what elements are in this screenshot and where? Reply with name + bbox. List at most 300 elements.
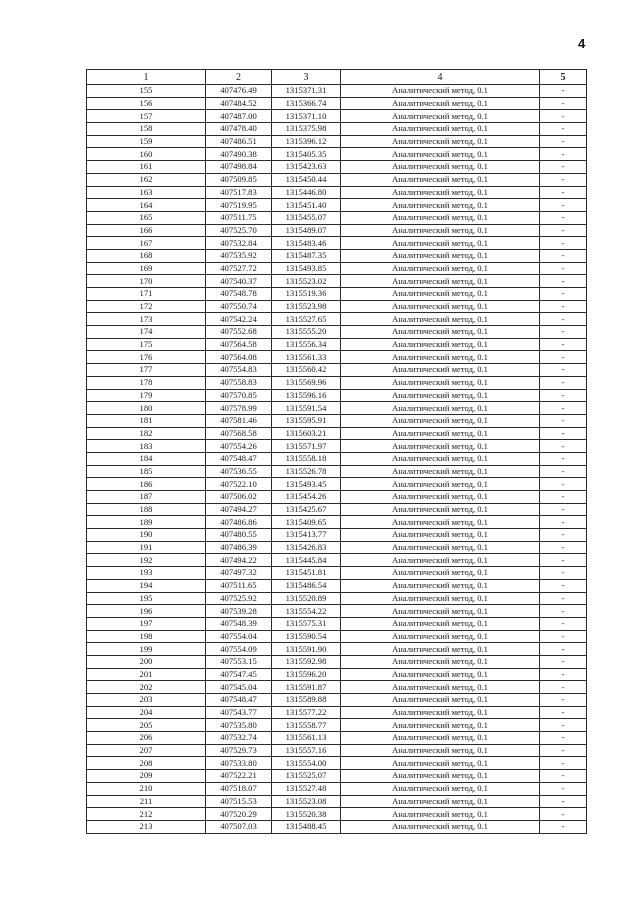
x-coordinate-cell: 407522.10	[206, 478, 272, 491]
point-number-cell: 158	[87, 123, 206, 136]
y-coordinate-cell: 1315595.91	[272, 414, 341, 427]
y-coordinate-cell: 1315592.98	[272, 655, 341, 668]
notes-cell: -	[540, 452, 587, 465]
y-coordinate-cell: 1315526.78	[272, 465, 341, 478]
x-coordinate-cell: 407554.83	[206, 364, 272, 377]
notes-cell: -	[540, 643, 587, 656]
x-coordinate-cell: 407532.74	[206, 732, 272, 745]
table-row	[87, 326, 587, 339]
table-row	[87, 148, 587, 161]
table-row	[87, 186, 587, 199]
method-cell: Аналитический метод, 0.1	[341, 808, 540, 821]
method-cell: Аналитический метод, 0.1	[341, 186, 540, 199]
x-coordinate-cell: 407578.99	[206, 402, 272, 415]
x-coordinate-cell: 407553.15	[206, 655, 272, 668]
point-number-cell: 180	[87, 402, 206, 415]
notes-cell: -	[540, 744, 587, 757]
point-number-cell: 170	[87, 275, 206, 288]
x-coordinate-cell: 407532.84	[206, 237, 272, 250]
table-row	[87, 516, 587, 529]
point-number-cell: 174	[87, 326, 206, 339]
method-cell: Аналитический метод, 0.1	[341, 351, 540, 364]
notes-cell: -	[540, 465, 587, 478]
point-number-cell: 194	[87, 579, 206, 592]
x-coordinate-cell: 407548.78	[206, 288, 272, 301]
column-header-notes: 5	[540, 70, 587, 85]
table-row	[87, 173, 587, 186]
y-coordinate-cell: 1315446.80	[272, 186, 341, 199]
table-row	[87, 313, 587, 326]
x-coordinate-cell: 407554.04	[206, 630, 272, 643]
y-coordinate-cell: 1315375.98	[272, 123, 341, 136]
method-cell: Аналитический метод, 0.1	[341, 338, 540, 351]
y-coordinate-cell: 1315450.44	[272, 173, 341, 186]
table-row	[87, 795, 587, 808]
method-cell: Аналитический метод, 0.1	[341, 757, 540, 770]
method-cell: Аналитический метод, 0.1	[341, 706, 540, 719]
x-coordinate-cell: 407506.02	[206, 491, 272, 504]
x-coordinate-cell: 407525.92	[206, 592, 272, 605]
y-coordinate-cell: 1315575.31	[272, 617, 341, 630]
table-row	[87, 782, 587, 795]
notes-cell: -	[540, 275, 587, 288]
y-coordinate-cell: 1315488.45	[272, 820, 341, 833]
y-coordinate-cell: 1315425.67	[272, 503, 341, 516]
y-coordinate-cell: 1315520.38	[272, 808, 341, 821]
notes-cell: -	[540, 491, 587, 504]
method-cell: Аналитический метод, 0.1	[341, 478, 540, 491]
table-row	[87, 224, 587, 237]
table-row	[87, 135, 587, 148]
x-coordinate-cell: 407517.83	[206, 186, 272, 199]
point-number-cell: 161	[87, 161, 206, 174]
x-coordinate-cell: 407581.46	[206, 414, 272, 427]
notes-cell: -	[540, 199, 587, 212]
x-coordinate-cell: 407511.65	[206, 579, 272, 592]
method-cell: Аналитический метод, 0.1	[341, 262, 540, 275]
table-row	[87, 820, 587, 833]
notes-cell: -	[540, 427, 587, 440]
table-row	[87, 262, 587, 275]
method-cell: Аналитический метод, 0.1	[341, 605, 540, 618]
method-cell: Аналитический метод, 0.1	[341, 237, 540, 250]
point-number-cell: 208	[87, 757, 206, 770]
y-coordinate-cell: 1315445.84	[272, 554, 341, 567]
y-coordinate-cell: 1315493.45	[272, 478, 341, 491]
table-row	[87, 389, 587, 402]
y-coordinate-cell: 1315557.16	[272, 744, 341, 757]
x-coordinate-cell: 407529.73	[206, 744, 272, 757]
notes-cell: -	[540, 541, 587, 554]
method-cell: Аналитический метод, 0.1	[341, 782, 540, 795]
x-coordinate-cell: 407476.49	[206, 85, 272, 98]
point-number-cell: 166	[87, 224, 206, 237]
notes-cell: -	[540, 414, 587, 427]
method-cell: Аналитический метод, 0.1	[341, 770, 540, 783]
point-number-cell: 195	[87, 592, 206, 605]
x-coordinate-cell: 407535.80	[206, 719, 272, 732]
method-cell: Аналитический метод, 0.1	[341, 199, 540, 212]
y-coordinate-cell: 1315483.46	[272, 237, 341, 250]
point-number-cell: 162	[87, 173, 206, 186]
table-row	[87, 288, 587, 301]
x-coordinate-cell: 407498.84	[206, 161, 272, 174]
x-coordinate-cell: 407548.47	[206, 694, 272, 707]
y-coordinate-cell: 1315577.22	[272, 706, 341, 719]
x-coordinate-cell: 407486.86	[206, 516, 272, 529]
y-coordinate-cell: 1315409.65	[272, 516, 341, 529]
point-number-cell: 189	[87, 516, 206, 529]
y-coordinate-cell: 1315558.18	[272, 452, 341, 465]
point-number-cell: 201	[87, 668, 206, 681]
y-coordinate-cell: 1315523.98	[272, 300, 341, 313]
y-coordinate-cell: 1315591.90	[272, 643, 341, 656]
y-coordinate-cell: 1315556.34	[272, 338, 341, 351]
y-coordinate-cell: 1315527.48	[272, 782, 341, 795]
x-coordinate-cell: 407552.68	[206, 326, 272, 339]
point-number-cell: 167	[87, 237, 206, 250]
y-coordinate-cell: 1315571.97	[272, 440, 341, 453]
table-row	[87, 579, 587, 592]
notes-cell: -	[540, 97, 587, 110]
method-cell: Аналитический метод, 0.1	[341, 414, 540, 427]
notes-cell: -	[540, 262, 587, 275]
point-number-cell: 168	[87, 249, 206, 262]
x-coordinate-cell: 407509.85	[206, 173, 272, 186]
y-coordinate-cell: 1315426.83	[272, 541, 341, 554]
x-coordinate-cell: 407542.24	[206, 313, 272, 326]
method-cell: Аналитический метод, 0.1	[341, 427, 540, 440]
method-cell: Аналитический метод, 0.1	[341, 85, 540, 98]
point-number-cell: 183	[87, 440, 206, 453]
point-number-cell: 169	[87, 262, 206, 275]
x-coordinate-cell: 407486.51	[206, 135, 272, 148]
point-number-cell: 196	[87, 605, 206, 618]
point-number-cell: 210	[87, 782, 206, 795]
method-cell: Аналитический метод, 0.1	[341, 313, 540, 326]
method-cell: Аналитический метод, 0.1	[341, 173, 540, 186]
notes-cell: -	[540, 148, 587, 161]
method-cell: Аналитический метод, 0.1	[341, 211, 540, 224]
notes-cell: -	[540, 300, 587, 313]
y-coordinate-cell: 1315371.31	[272, 85, 341, 98]
point-number-cell: 213	[87, 820, 206, 833]
table-row	[87, 249, 587, 262]
point-number-cell: 207	[87, 744, 206, 757]
x-coordinate-cell: 407548.47	[206, 452, 272, 465]
method-cell: Аналитический метод, 0.1	[341, 630, 540, 643]
x-coordinate-cell: 407518.07	[206, 782, 272, 795]
notes-cell: -	[540, 757, 587, 770]
notes-cell: -	[540, 249, 587, 262]
x-coordinate-cell: 407515.53	[206, 795, 272, 808]
method-cell: Аналитический метод, 0.1	[341, 249, 540, 262]
notes-cell: -	[540, 808, 587, 821]
method-cell: Аналитический метод, 0.1	[341, 224, 540, 237]
notes-cell: -	[540, 719, 587, 732]
y-coordinate-cell: 1315405.35	[272, 148, 341, 161]
table-row	[87, 275, 587, 288]
method-cell: Аналитический метод, 0.1	[341, 389, 540, 402]
point-number-cell: 186	[87, 478, 206, 491]
y-coordinate-cell: 1315396.12	[272, 135, 341, 148]
method-cell: Аналитический метод, 0.1	[341, 668, 540, 681]
notes-cell: -	[540, 237, 587, 250]
notes-cell: -	[540, 592, 587, 605]
notes-cell: -	[540, 173, 587, 186]
table-row	[87, 605, 587, 618]
x-coordinate-cell: 407564.58	[206, 338, 272, 351]
table-row	[87, 414, 587, 427]
method-cell: Аналитический метод, 0.1	[341, 161, 540, 174]
notes-cell: -	[540, 326, 587, 339]
notes-cell: -	[540, 402, 587, 415]
point-number-cell: 175	[87, 338, 206, 351]
y-coordinate-cell: 1315451.81	[272, 567, 341, 580]
table-row	[87, 541, 587, 554]
x-coordinate-cell: 407519.95	[206, 199, 272, 212]
x-coordinate-cell: 407570.85	[206, 389, 272, 402]
y-coordinate-cell: 1315569.96	[272, 376, 341, 389]
column-header-y-coordinate: 3	[272, 70, 341, 85]
method-cell: Аналитический метод, 0.1	[341, 288, 540, 301]
notes-cell: -	[540, 668, 587, 681]
table-row	[87, 478, 587, 491]
notes-cell: -	[540, 389, 587, 402]
point-number-cell: 163	[87, 186, 206, 199]
point-number-cell: 193	[87, 567, 206, 580]
point-number-cell: 199	[87, 643, 206, 656]
table-row	[87, 97, 587, 110]
point-number-cell: 178	[87, 376, 206, 389]
table-row	[87, 643, 587, 656]
notes-cell: -	[540, 313, 587, 326]
point-number-cell: 211	[87, 795, 206, 808]
table-row	[87, 694, 587, 707]
notes-cell: -	[540, 503, 587, 516]
x-coordinate-cell: 407487.00	[206, 110, 272, 123]
y-coordinate-cell: 1315487.35	[272, 249, 341, 262]
y-coordinate-cell: 1315489.07	[272, 224, 341, 237]
notes-cell: -	[540, 732, 587, 745]
notes-cell: -	[540, 478, 587, 491]
table-row	[87, 440, 587, 453]
point-number-cell: 155	[87, 85, 206, 98]
y-coordinate-cell: 1315454.26	[272, 491, 341, 504]
point-number-cell: 203	[87, 694, 206, 707]
notes-cell: -	[540, 567, 587, 580]
y-coordinate-cell: 1315554.22	[272, 605, 341, 618]
method-cell: Аналитический метод, 0.1	[341, 465, 540, 478]
point-number-cell: 156	[87, 97, 206, 110]
method-cell: Аналитический метод, 0.1	[341, 795, 540, 808]
coordinates-table	[86, 69, 587, 834]
notes-cell: -	[540, 364, 587, 377]
method-cell: Аналитический метод, 0.1	[341, 820, 540, 833]
x-coordinate-cell: 407540.37	[206, 275, 272, 288]
x-coordinate-cell: 407480.55	[206, 529, 272, 542]
table-row	[87, 452, 587, 465]
point-number-cell: 191	[87, 541, 206, 554]
x-coordinate-cell: 407554.09	[206, 643, 272, 656]
table-row	[87, 110, 587, 123]
y-coordinate-cell: 1315455.07	[272, 211, 341, 224]
point-number-cell: 212	[87, 808, 206, 821]
x-coordinate-cell: 407547.45	[206, 668, 272, 681]
table-row	[87, 732, 587, 745]
table-row	[87, 491, 587, 504]
method-cell: Аналитический метод, 0.1	[341, 110, 540, 123]
method-cell: Аналитический метод, 0.1	[341, 135, 540, 148]
y-coordinate-cell: 1315596.16	[272, 389, 341, 402]
point-number-cell: 209	[87, 770, 206, 783]
method-cell: Аналитический метод, 0.1	[341, 364, 540, 377]
table-row	[87, 554, 587, 567]
table-row	[87, 770, 587, 783]
table-row	[87, 338, 587, 351]
notes-cell: -	[540, 605, 587, 618]
method-cell: Аналитический метод, 0.1	[341, 732, 540, 745]
column-header-x-coordinate: 2	[206, 70, 272, 85]
y-coordinate-cell: 1315561.33	[272, 351, 341, 364]
point-number-cell: 157	[87, 110, 206, 123]
notes-cell: -	[540, 706, 587, 719]
table-row	[87, 681, 587, 694]
notes-cell: -	[540, 681, 587, 694]
table-row	[87, 668, 587, 681]
method-cell: Аналитический метод, 0.1	[341, 643, 540, 656]
x-coordinate-cell: 407545.04	[206, 681, 272, 694]
notes-cell: -	[540, 376, 587, 389]
table-row	[87, 376, 587, 389]
point-number-cell: 202	[87, 681, 206, 694]
y-coordinate-cell: 1315527.65	[272, 313, 341, 326]
notes-cell: -	[540, 224, 587, 237]
x-coordinate-cell: 407554.26	[206, 440, 272, 453]
table-row	[87, 503, 587, 516]
table-row	[87, 199, 587, 212]
y-coordinate-cell: 1315523.08	[272, 795, 341, 808]
method-cell: Аналитический метод, 0.1	[341, 402, 540, 415]
table-row	[87, 300, 587, 313]
method-cell: Аналитический метод, 0.1	[341, 516, 540, 529]
table-body	[87, 85, 587, 834]
point-number-cell: 179	[87, 389, 206, 402]
table-row	[87, 655, 587, 668]
notes-cell: -	[540, 338, 587, 351]
point-number-cell: 198	[87, 630, 206, 643]
notes-cell: -	[540, 529, 587, 542]
x-coordinate-cell: 407507.03	[206, 820, 272, 833]
point-number-cell: 165	[87, 211, 206, 224]
method-cell: Аналитический метод, 0.1	[341, 529, 540, 542]
method-cell: Аналитический метод, 0.1	[341, 491, 540, 504]
point-number-cell: 164	[87, 199, 206, 212]
point-number-cell: 187	[87, 491, 206, 504]
x-coordinate-cell: 407568.58	[206, 427, 272, 440]
x-coordinate-cell: 407533.80	[206, 757, 272, 770]
point-number-cell: 188	[87, 503, 206, 516]
x-coordinate-cell: 407527.72	[206, 262, 272, 275]
point-number-cell: 205	[87, 719, 206, 732]
x-coordinate-cell: 407484.52	[206, 97, 272, 110]
y-coordinate-cell: 1315560.42	[272, 364, 341, 377]
point-number-cell: 171	[87, 288, 206, 301]
page-number: 4	[578, 36, 586, 51]
point-number-cell: 192	[87, 554, 206, 567]
method-cell: Аналитический метод, 0.1	[341, 300, 540, 313]
method-cell: Аналитический метод, 0.1	[341, 452, 540, 465]
point-number-cell: 206	[87, 732, 206, 745]
table-row	[87, 706, 587, 719]
x-coordinate-cell: 407497.32	[206, 567, 272, 580]
x-coordinate-cell: 407536.55	[206, 465, 272, 478]
notes-cell: -	[540, 516, 587, 529]
y-coordinate-cell: 1315555.20	[272, 326, 341, 339]
notes-cell: -	[540, 186, 587, 199]
y-coordinate-cell: 1315519.36	[272, 288, 341, 301]
method-cell: Аналитический метод, 0.1	[341, 579, 540, 592]
point-number-cell: 181	[87, 414, 206, 427]
point-number-cell: 176	[87, 351, 206, 364]
notes-cell: -	[540, 770, 587, 783]
column-header-point-number: 1	[87, 70, 206, 85]
notes-cell: -	[540, 135, 587, 148]
table-row	[87, 465, 587, 478]
y-coordinate-cell: 1315520.89	[272, 592, 341, 605]
notes-cell: -	[540, 110, 587, 123]
notes-cell: -	[540, 211, 587, 224]
table-row	[87, 757, 587, 770]
y-coordinate-cell: 1315554.00	[272, 757, 341, 770]
method-cell: Аналитический метод, 0.1	[341, 655, 540, 668]
method-cell: Аналитический метод, 0.1	[341, 123, 540, 136]
method-cell: Аналитический метод, 0.1	[341, 503, 540, 516]
table-row	[87, 123, 587, 136]
notes-cell: -	[540, 795, 587, 808]
notes-cell: -	[540, 630, 587, 643]
x-coordinate-cell: 407525.70	[206, 224, 272, 237]
table-row	[87, 719, 587, 732]
table-row	[87, 808, 587, 821]
table-row	[87, 529, 587, 542]
point-number-cell: 200	[87, 655, 206, 668]
point-number-cell: 172	[87, 300, 206, 313]
method-cell: Аналитический метод, 0.1	[341, 148, 540, 161]
point-number-cell: 160	[87, 148, 206, 161]
y-coordinate-cell: 1315603.21	[272, 427, 341, 440]
y-coordinate-cell: 1315561.13	[272, 732, 341, 745]
point-number-cell: 173	[87, 313, 206, 326]
x-coordinate-cell: 407564.08	[206, 351, 272, 364]
notes-cell: -	[540, 288, 587, 301]
notes-cell: -	[540, 351, 587, 364]
table-row	[87, 592, 587, 605]
notes-cell: -	[540, 579, 587, 592]
y-coordinate-cell: 1315591.87	[272, 681, 341, 694]
method-cell: Аналитический метод, 0.1	[341, 719, 540, 732]
point-number-cell: 177	[87, 364, 206, 377]
column-header-method: 4	[341, 70, 540, 85]
method-cell: Аналитический метод, 0.1	[341, 592, 540, 605]
table-row	[87, 364, 587, 377]
method-cell: Аналитический метод, 0.1	[341, 440, 540, 453]
y-coordinate-cell: 1315596.20	[272, 668, 341, 681]
table-row	[87, 161, 587, 174]
y-coordinate-cell: 1315413.77	[272, 529, 341, 542]
notes-cell: -	[540, 820, 587, 833]
table-row	[87, 351, 587, 364]
